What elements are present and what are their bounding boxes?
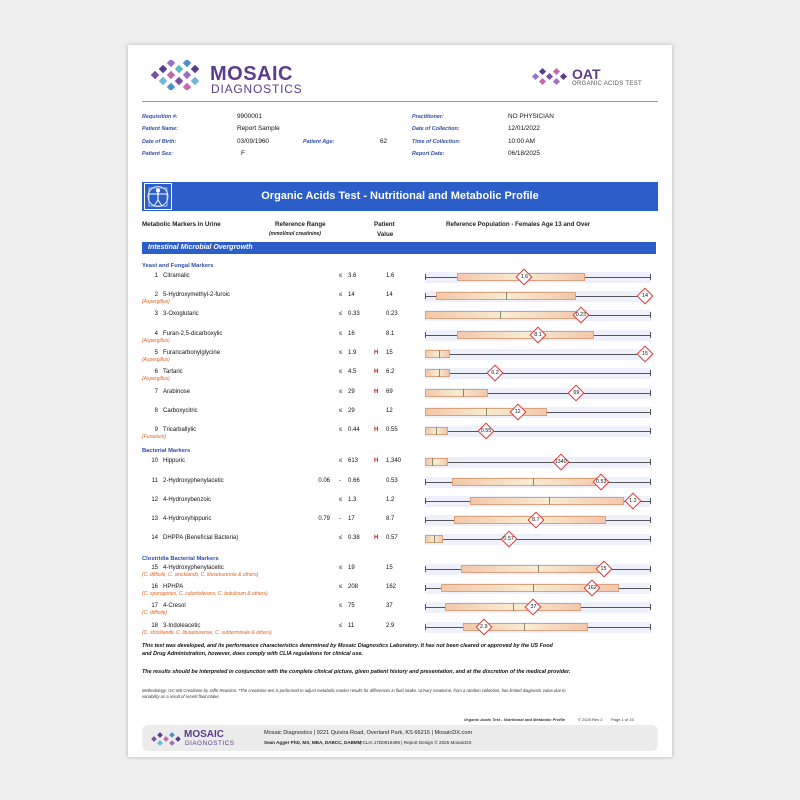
population-box: [425, 458, 448, 466]
marker-name: DHPPA (Beneficial Bacteria): [163, 535, 239, 541]
marker-name: Furancarbonylglycine: [163, 350, 221, 356]
population-whisker: [425, 462, 651, 463]
reference-separator: ≤: [339, 273, 343, 279]
reference-high: 29: [348, 389, 355, 395]
report-date-label: Report Date:: [412, 151, 445, 157]
population-median: [538, 565, 539, 573]
whisker-cap-right: [650, 390, 651, 396]
patient-value: 15: [386, 350, 393, 356]
patient-value: 15: [386, 565, 393, 571]
reference-high: 17: [348, 516, 355, 522]
col-patient-header: Patient: [374, 221, 395, 228]
footer-logo-sub: DIAGNOSTICS: [185, 740, 235, 747]
patient-marker-label: 6.2: [491, 370, 499, 376]
population-median: [524, 623, 525, 631]
row-number: 10: [151, 458, 158, 464]
patient-marker-label: 1.6: [520, 274, 529, 280]
patient-value: 1,340: [386, 458, 402, 464]
reference-separator: ≤: [339, 497, 343, 503]
patient-marker-label: 162: [587, 585, 597, 591]
reference-separator: ≤: [339, 584, 343, 590]
reference-separator: ≤: [339, 535, 343, 541]
section-header: Intestinal Microbial Overgrowth: [142, 242, 656, 254]
mosaic-logo-icon: [148, 60, 206, 90]
reference-high: 1.9: [348, 350, 357, 356]
marker-organism: (Fusarium): [142, 434, 167, 440]
marker-name: 4-Cresol: [163, 603, 186, 609]
footer-clia: | CLIA 17D0919496 | Report Design © 2025 MosaicDX: [360, 740, 472, 745]
page-footer-title: Organic Acids Test - Nutritional and Metabolic Profile: [464, 717, 566, 722]
reference-high: 14: [348, 292, 355, 298]
population-median: [463, 389, 464, 397]
whisker-cap-right: [650, 312, 651, 318]
reference-high: 3.6: [348, 273, 357, 279]
population-box: [470, 497, 624, 505]
row-number: 6: [154, 369, 158, 375]
patient-value: 0.23: [386, 311, 398, 317]
reference-separator: -: [339, 516, 341, 522]
reference-high: 29: [348, 408, 355, 414]
marker-name: Arabinose: [163, 389, 191, 395]
group-yeast-header: Yeast and Fungal Markers: [142, 263, 214, 269]
marker-organism: (C. difficile, C. stricklandii, C. lituseburense & others): [142, 572, 259, 578]
patient-name-value: Report Sample: [237, 125, 280, 132]
patient-marker-label: 14: [642, 293, 648, 299]
patient-value: 0.55: [386, 427, 398, 433]
marker-name: Tartaric: [163, 369, 183, 375]
marker-organism: (Aspergillus): [142, 357, 170, 363]
reference-high: 0.33: [348, 311, 360, 317]
reference-separator: -: [339, 478, 341, 484]
reference-separator: ≤: [339, 408, 343, 414]
report-date-value: 06/18/2025: [508, 150, 540, 157]
reference-separator: ≤: [339, 427, 343, 433]
methodology-note: Methodology: GC-MS Creatinine by Jaffe Reaction. *The creatinine test is performed to adjust metabolic marker results for differences in fluid intake. Urinary creatinine, from a random collection, has limited diagnostic value due to variability as a result of recent fluid intake.: [142, 688, 566, 699]
col-value-header: Value: [377, 231, 394, 238]
age-label: Patient Age:: [303, 139, 335, 145]
reference-separator: ≤: [339, 292, 343, 298]
patient-value: 1.6: [386, 273, 395, 279]
marker-name: Citramalic: [163, 273, 190, 279]
reference-high: 613: [348, 458, 359, 464]
whisker-cap-right: [650, 479, 651, 485]
marker-name: 4-Hydroxyphenylacetic: [163, 565, 224, 571]
row-number: 7: [154, 389, 158, 395]
reference-separator: ≤: [339, 623, 343, 629]
high-flag: H: [374, 389, 379, 395]
population-box: [425, 350, 450, 358]
patient-value: 8.7: [386, 516, 395, 522]
marker-organism: (C. sporogenes, C. caloritolerans, C. botulinum & others): [142, 591, 268, 597]
reference-separator: ≤: [339, 389, 343, 395]
collection-time-value: 10:00 AM: [508, 138, 536, 145]
group-clostridia-header: Clostridia Bacterial Markers: [142, 556, 219, 562]
practitioner-value: NO PHYSICIAN: [508, 113, 554, 120]
patient-value: 12: [386, 408, 393, 414]
high-flag: H: [374, 458, 379, 464]
patient-marker-label: 0.23: [575, 312, 587, 318]
report-page: [128, 45, 672, 757]
patient-value: 1.2: [386, 497, 395, 503]
population-whisker: [425, 539, 651, 540]
reference-high: 11: [348, 623, 355, 629]
reference-high: 0.66: [348, 478, 360, 484]
patient-marker-label: 15: [642, 351, 648, 357]
row-number: 4: [154, 331, 158, 337]
marker-organism: (C. stricklandii, C. lituseburense, C. subterminale & others): [142, 630, 272, 636]
patient-value: 0.57: [386, 535, 398, 541]
logo-subtitle: DIAGNOSTICS: [211, 82, 303, 96]
reference-low: 0.79: [318, 516, 330, 522]
oat-subtitle: ORGANIC ACIDS TEST: [572, 81, 642, 87]
whisker-cap-right: [650, 409, 651, 415]
whisker-cap-left: [425, 604, 426, 610]
population-median: [500, 311, 501, 319]
whisker-cap-right: [650, 536, 651, 542]
reference-separator: ≤: [339, 565, 343, 571]
whisker-cap-right: [650, 498, 651, 504]
population-median: [506, 292, 507, 300]
group-bacterial-header: Bacterial Markers: [142, 448, 191, 454]
population-median: [432, 458, 433, 466]
reference-separator: ≤: [339, 311, 343, 317]
whisker-cap-right: [650, 274, 651, 280]
reference-separator: ≤: [339, 603, 343, 609]
oat-title: OAT: [572, 66, 601, 82]
collection-date-label: Date of Collection:: [412, 126, 460, 132]
patient-marker-label: 37: [530, 604, 537, 610]
patient-marker-label: 15: [600, 566, 607, 572]
population-median: [436, 427, 437, 435]
population-median: [533, 478, 534, 486]
patient-marker-label: 8.7: [531, 517, 540, 523]
population-median: [439, 350, 440, 358]
whisker-cap-left: [425, 479, 426, 485]
reference-separator: ≤: [339, 458, 343, 464]
high-flag: H: [374, 535, 379, 541]
population-box: [425, 311, 585, 319]
dob-label: Date of Birth:: [142, 139, 177, 145]
row-number: 1: [154, 273, 158, 279]
reference-high: 0.44: [348, 427, 360, 433]
row-number: 8: [154, 408, 158, 414]
whisker-cap-right: [650, 332, 651, 338]
population-median: [434, 535, 435, 543]
whisker-cap-left: [425, 566, 426, 572]
row-number: 11: [151, 478, 158, 484]
population-box: [425, 369, 450, 377]
row-number: 13: [151, 516, 158, 522]
whisker-cap-right: [650, 585, 651, 591]
disclaimer-paragraph-1: This test was developed, and its performance characteristics determined by Mosaic Diagnostics Laboratory. It has not been cleared or approved by the US Food and Drug Administration, however, does comply with CLIA regulations for clinical use.: [142, 643, 553, 657]
reference-high: 208: [348, 584, 359, 590]
title-banner: [142, 182, 658, 211]
page-number: Page 1 of 15: [611, 717, 634, 722]
reference-high: 16: [348, 331, 355, 337]
population-whisker: [425, 431, 651, 432]
patient-value: 2.9: [386, 623, 395, 629]
col-reference-units: (mmol/mol creatinine): [269, 231, 321, 237]
reference-high: 4.5: [348, 369, 357, 375]
marker-name: Hippuric: [163, 458, 186, 464]
row-number: 2: [154, 292, 158, 298]
whisker-cap-left: [425, 274, 426, 280]
col-markers-header: Metabolic Markers in Urine: [142, 221, 221, 228]
row-number: 3: [154, 311, 158, 317]
practitioner-label: Practitioner:: [412, 114, 444, 120]
marker-name: 2-Hydroxyphenylacetic: [163, 478, 224, 484]
col-reference-header: Reference Range: [275, 221, 326, 228]
row-number: 9: [154, 427, 158, 433]
requisition-value: 9900001: [237, 113, 262, 120]
patient-marker-label: 0.55: [480, 428, 492, 434]
whisker-cap-left: [425, 332, 426, 338]
footer-logo-icon: [150, 731, 184, 747]
logo-name: MOSAIC: [210, 63, 293, 85]
high-flag: H: [374, 350, 379, 356]
patient-marker-label: 0.53: [596, 479, 607, 485]
sex-label: Patient Sex:: [142, 151, 173, 157]
marker-organism: (C. difficile): [142, 610, 168, 616]
whisker-cap-right: [650, 604, 651, 610]
patient-value: 0.53: [386, 478, 398, 484]
reference-high: 19: [348, 565, 355, 571]
marker-name: 3-Indoleacetic: [163, 623, 201, 629]
page-version: © 2025 Rev 2: [578, 717, 603, 722]
reference-high: 0.38: [348, 535, 360, 541]
requisition-label: Requisition #:: [142, 114, 178, 120]
whisker-cap-right: [650, 370, 651, 376]
reference-high: 75: [348, 603, 355, 609]
reference-separator: ≤: [339, 369, 343, 375]
population-median: [486, 408, 487, 416]
population-median: [439, 369, 440, 377]
marker-name: Tricarballylic: [163, 427, 197, 433]
oat-logo-icon: [530, 66, 568, 88]
population-box: [425, 389, 488, 397]
reference-low: 0.06: [318, 478, 330, 484]
row-number: 5: [154, 350, 158, 356]
reference-separator: ≤: [339, 331, 343, 337]
patient-value: 14: [386, 292, 393, 298]
patient-value: 8.1: [386, 331, 395, 337]
whisker-cap-right: [650, 517, 651, 523]
marker-name: 4-Hydroxyhippuric: [163, 516, 212, 522]
header-divider: [142, 101, 658, 102]
marker-name: Furan-2,5-dicarboxylic: [163, 331, 223, 337]
dob-value: 03/09/1960: [237, 138, 269, 145]
marker-organism: (Aspergillus): [142, 338, 170, 344]
row-number: 14: [151, 535, 158, 541]
whisker-cap-left: [425, 293, 426, 299]
marker-name: HPHPA: [163, 584, 184, 590]
whisker-cap-right: [650, 428, 651, 434]
whisker-cap-right: [650, 624, 651, 630]
footer-logo-name: MOSAIC: [184, 729, 224, 740]
patient-marker-label: 2.9: [480, 624, 488, 630]
patient-value: 37: [386, 603, 393, 609]
patient-marker-label: 8.1: [534, 332, 542, 338]
footer-director: Sean Agger PhD, MS, MBA, DABCC, DABMM: [264, 740, 362, 745]
patient-name-label: Patient Name:: [142, 126, 178, 132]
population-whisker: [425, 373, 651, 374]
reference-separator: ≤: [339, 350, 343, 356]
patient-marker-label: 0.57: [503, 536, 514, 542]
marker-organism: (Aspergillus): [142, 299, 170, 305]
whisker-cap-left: [425, 585, 426, 591]
marker-name: Carboxycitric: [163, 408, 198, 414]
population-median: [533, 584, 534, 592]
reference-high: 1.3: [348, 497, 357, 503]
row-number: 12: [151, 497, 158, 503]
patient-value: 6.2: [386, 369, 395, 375]
marker-name: 5-Hydroxymethyl-2-furoic: [163, 292, 231, 298]
col-population-header: Reference Population - Females Age 13 and Over: [446, 221, 591, 228]
whisker-cap-right: [650, 566, 651, 572]
row-number: 17: [151, 603, 158, 609]
high-flag: H: [374, 369, 379, 375]
patient-value: 69: [386, 389, 393, 395]
whisker-cap-right: [650, 459, 651, 465]
row-number: 15: [151, 565, 158, 571]
disclaimer-paragraph-2: The results should be interpreted in conjunction with the complete clinical picture, given patient history and presentation, and at the discretion of the medical provider.: [142, 669, 571, 675]
population-median: [549, 497, 550, 505]
patient-marker-label: 1.2: [629, 498, 637, 504]
report-title: Organic Acids Test - Nutritional and Metabolic Profile: [261, 190, 539, 202]
row-number: 16: [151, 584, 158, 590]
marker-organism: (Aspergillus): [142, 376, 170, 382]
population-box: [452, 478, 606, 486]
collection-date-value: 12/01/2022: [508, 125, 540, 132]
population-whisker: [425, 354, 651, 355]
sex-value: F: [241, 150, 245, 157]
row-number: 18: [151, 623, 158, 629]
patient-value: 162: [386, 584, 397, 590]
footer-bar: [142, 725, 658, 751]
population-box: [461, 565, 608, 573]
marker-name: 3-Oxoglutaric: [163, 311, 199, 317]
marker-name: 4-Hydroxybenzoic: [163, 497, 212, 503]
footer-address: Mosaic Diagnostics | 9221 Quivira Road, Overland Park, KS 66215 | MosaicDX.com: [264, 730, 473, 736]
age-value: 62: [380, 138, 388, 145]
high-flag: H: [374, 427, 379, 433]
whisker-cap-left: [425, 517, 426, 523]
patient-marker-label: 12: [514, 409, 521, 415]
patient-marker-label: 1340: [554, 459, 567, 465]
whisker-cap-left: [425, 624, 426, 630]
collection-time-label: Time of Collection:: [412, 139, 461, 145]
population-median: [513, 603, 514, 611]
patient-marker-label: 69: [573, 390, 580, 396]
whisker-cap-left: [425, 498, 426, 504]
